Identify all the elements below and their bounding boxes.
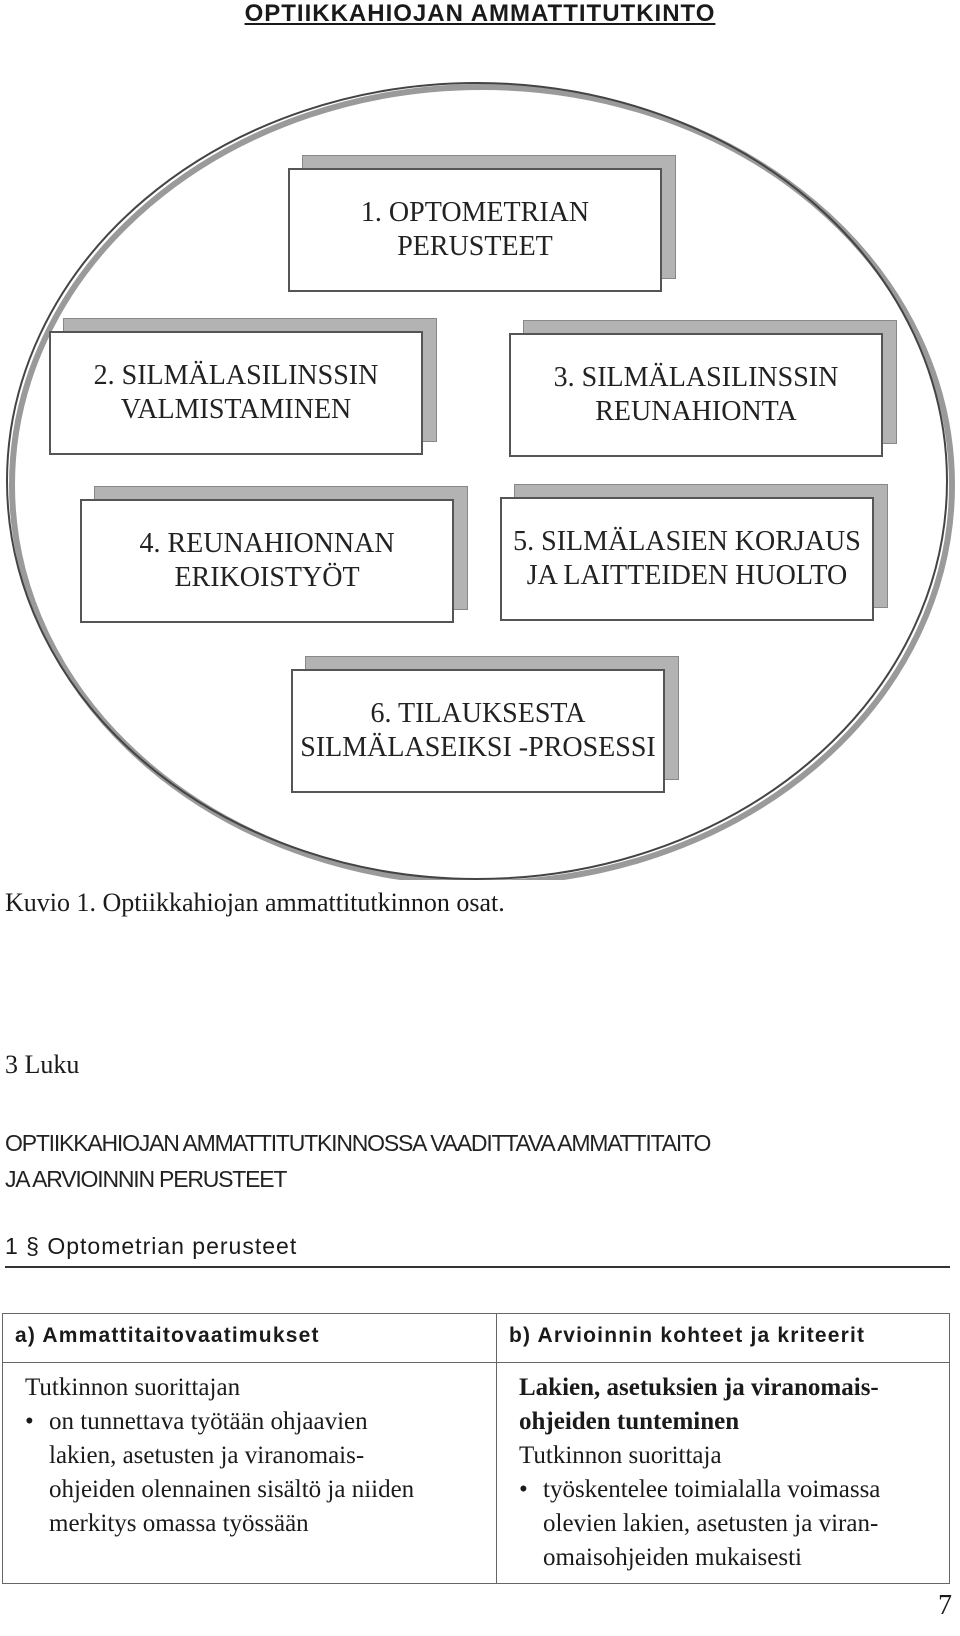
- box-3-line1: 3. SILMÄLASILINSSIN: [553, 362, 839, 393]
- table-row: [3, 1363, 950, 1584]
- col-a-bullets: [25, 1405, 484, 1541]
- list-item: [519, 1473, 937, 1575]
- box-3-line2: REUNAHIONTA: [595, 396, 797, 427]
- col-b-bold-line: ohjeiden tunteminen: [519, 1408, 740, 1435]
- column-a-cell: [3, 1363, 497, 1584]
- chapter-heading: [5, 1125, 955, 1197]
- col-b-bullet-line: • työskentelee toimialalla voimassa: [543, 1476, 881, 1503]
- col-b-intro: Tutkinnon suorittaja: [519, 1442, 722, 1469]
- section-divider: [5, 1266, 950, 1268]
- document-title: OPTIIKKAHIOJAN AMMATTITUTKINTO: [244, 0, 716, 27]
- column-b-cell: [497, 1363, 950, 1584]
- box-2-line2: VALMISTAMINEN: [120, 394, 352, 425]
- col-b-bold-line: Lakien, asetuksien ja viranomais-: [519, 1374, 879, 1401]
- box-1-line1: 1. OPTOMETRIAN: [360, 197, 590, 228]
- box-2-line1: 2. SILMÄLASILINSSIN: [93, 360, 379, 391]
- diagram-box-6: [291, 669, 665, 793]
- diagram-box-2: [49, 331, 423, 455]
- box-4-line2: ERIKOISTYÖT: [174, 562, 360, 593]
- col-b-bullets: [519, 1473, 937, 1575]
- diagram-box-1: [288, 168, 662, 292]
- chapter-label: 3 Luku: [5, 1050, 80, 1079]
- column-b-header: b) Arvioinnin kohteet ja kriteerit: [497, 1314, 950, 1363]
- page-number: 7: [938, 1590, 952, 1621]
- figure-caption: Kuvio 1. Optiikkahiojan ammattitutkinnon osat.: [5, 888, 505, 917]
- box-5-line2: JA LAITTEIDEN HUOLTO: [526, 560, 848, 591]
- col-a-bullet-line: merkitys omassa työssään: [49, 1510, 309, 1537]
- col-b-bullet-line: olevien lakien, asetusten ja viran-: [543, 1510, 879, 1537]
- box-5-line1: 5. SILMÄLASIEN KORJAUS: [513, 526, 861, 557]
- box-6-line2: SILMÄLASEIKSI -PROSESSI: [300, 732, 656, 763]
- box-6-line1: 6. TILAUKSESTA: [370, 698, 586, 729]
- diagram-box-3: [509, 333, 883, 457]
- table-header-row: [3, 1314, 950, 1363]
- section-title: 1 § Optometrian perusteet: [5, 1233, 298, 1259]
- box-4-line1: 4. REUNAHIONNAN: [139, 528, 395, 559]
- diagram-box-4: [80, 499, 454, 623]
- column-a-header: a) Ammattitaitovaatimukset: [3, 1314, 497, 1363]
- criteria-table: [2, 1313, 950, 1584]
- chapter-heading-line2: JA ARVIOINNIN PERUSTEET: [5, 1166, 287, 1192]
- diagram-box-5: [500, 497, 874, 621]
- col-a-intro: Tutkinnon suorittajan: [25, 1374, 241, 1401]
- col-a-bullet-line: ohjeiden olennainen sisältö ja niiden: [49, 1476, 415, 1503]
- col-b-bullet-line: omaisohjeiden mukaisesti: [543, 1544, 802, 1571]
- chapter-heading-line1: OPTIIKKAHIOJAN AMMATTITUTKINNOSSA VAADITTAVA AMMATTITAITO: [5, 1130, 711, 1156]
- col-a-bullet-line: • on tunnettava työtään ohjaavien: [49, 1408, 368, 1435]
- col-a-bullet-line: lakien, asetusten ja viranomais-: [49, 1442, 365, 1469]
- list-item: [25, 1405, 484, 1541]
- box-1-line2: PERUSTEET: [397, 231, 553, 262]
